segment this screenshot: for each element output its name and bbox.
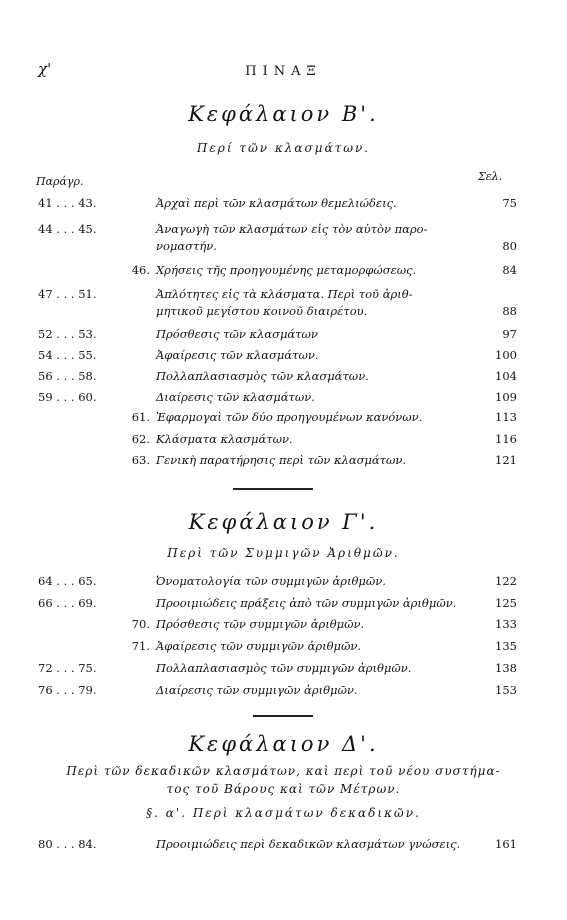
section-heading: §. α'. Περὶ κλασμάτων δεκαδικῶν.: [146, 806, 421, 820]
toc-row-range: 52 . . . 53.: [38, 327, 97, 341]
toc-row-page: 161: [495, 837, 517, 851]
toc-row-range: 76 . . . 79.: [38, 683, 97, 697]
chapter-c-subtitle: Περὶ τῶν Συμμιγῶν Ἀριθμῶν.: [167, 546, 400, 560]
toc-row-range: 66 . . . 69.: [38, 596, 97, 610]
toc-row-range: 64 . . . 65.: [38, 574, 97, 588]
toc-row-text: Ἐφαρμογαὶ τῶν δύο προηγουμένων κανόνων.: [156, 410, 423, 424]
toc-row-range: 44 . . . 45.: [38, 222, 97, 236]
toc-row-range: 63.: [131, 453, 150, 467]
toc-row-page: 138: [495, 661, 517, 675]
chapter-b-subtitle: Περί τῶν κλασμάτων.: [196, 141, 371, 155]
toc-row-text: Ἀπλότητες εἰς τὰ κλάσματα. Περὶ τοῦ ἀριθ-: [156, 287, 413, 301]
toc-row-text-continued: νομαστήν.: [156, 239, 217, 253]
toc-row-page: 84: [502, 263, 517, 277]
toc-row-text: Προοιμιώδεις πράξεις ἀπὸ τῶν συμμιγῶν ἀριθμῶν.: [156, 596, 457, 610]
toc-row-page: 153: [495, 683, 517, 697]
toc-row-text: Γενικὴ παρατήρησις περὶ τῶν κλασμάτων.: [156, 453, 407, 467]
toc-row-text: Χρήσεις τῆς προηγουμένης μεταμορφώσεως.: [156, 263, 417, 277]
toc-row-page: 109: [495, 390, 517, 404]
toc-row-page: 75: [502, 196, 517, 210]
toc-row-text: Πρόσθεσις τῶν κλασμάτων: [156, 327, 318, 341]
toc-row-page: 104: [495, 369, 517, 383]
toc-row-page: 97: [502, 327, 517, 341]
section-divider: [233, 488, 313, 490]
toc-row-range: 80 . . . 84.: [38, 837, 97, 851]
toc-row-text: Προοιμιώδεις περὶ δεκαδικῶν κλασμάτων γνώσεις.: [156, 837, 461, 851]
section-divider: [253, 715, 313, 717]
toc-row-range: 71.: [131, 639, 150, 653]
toc-row-range: 47 . . . 51.: [38, 287, 97, 301]
toc-row-page: 100: [495, 348, 517, 362]
toc-row-range: 59 . . . 60.: [38, 390, 97, 404]
toc-row-page: 113: [495, 410, 517, 424]
toc-row-page: 133: [495, 617, 517, 631]
toc-row-range: 62.: [131, 432, 150, 446]
toc-row-text: Ἀρχαὶ περὶ τῶν κλασμάτων θεμελιώδεις.: [156, 196, 397, 210]
toc-row-range: 54 . . . 55.: [38, 348, 97, 362]
toc-row-page: 122: [495, 574, 517, 588]
toc-row-page: 121: [495, 453, 517, 467]
page-number: χ': [38, 60, 52, 78]
toc-row-page: 88: [502, 304, 517, 318]
chapter-d-subtitle-line2: τος τοῦ Βάρους καὶ τῶν Μέτρων.: [166, 782, 401, 796]
chapter-b-title: Κεφάλαιον Β'.: [188, 102, 379, 126]
toc-row-range: 41 . . . 43.: [38, 196, 97, 210]
toc-row-page: 80: [502, 239, 517, 253]
toc-row-range: 61.: [131, 410, 150, 424]
toc-row-text: Διαίρεσις τῶν κλασμάτων.: [156, 390, 315, 404]
toc-row-text: Κλάσματα κλασμάτων.: [156, 432, 293, 446]
toc-row-text: Πολλαπλασιασμὸς τῶν συμμιγῶν ἀριθμῶν.: [156, 661, 412, 675]
toc-row-page: 135: [495, 639, 517, 653]
toc-row-page: 125: [495, 596, 517, 610]
running-title: ΠΙΝΑΞ: [245, 64, 322, 79]
column-header-paragraphs: Παράγρ.: [36, 175, 84, 188]
column-header-pages: Σελ.: [478, 170, 503, 183]
chapter-d-subtitle-line1: Περὶ τῶν δεκαδικῶν κλασμάτων, καὶ περὶ τοῦ νέου συστήμα-: [66, 764, 501, 778]
toc-row-text: Ἀναγωγὴ τῶν κλασμάτων εἰς τὸν αὐτὸν παρο-: [156, 222, 428, 236]
toc-row-text: Ὀνοματολογία τῶν συμμιγῶν ἀριθμῶν.: [156, 574, 386, 588]
toc-row-text: Ἀφαίρεσις τῶν κλασμάτων.: [156, 348, 319, 362]
toc-row-range: 56 . . . 58.: [38, 369, 97, 383]
toc-row-text: Πολλαπλασιασμὸς τῶν κλασμάτων.: [156, 369, 369, 383]
toc-row-range: 72 . . . 75.: [38, 661, 97, 675]
toc-row-range: 70.: [131, 617, 150, 631]
chapter-c-title: Κεφάλαιον Γ'.: [188, 510, 379, 534]
toc-row-text: Διαίρεσις τῶν συμμιγῶν ἀριθμῶν.: [156, 683, 358, 697]
toc-row-text-continued: μητικοῦ μεγίστου κοινοῦ διαιρέτου.: [156, 304, 368, 318]
chapter-d-title: Κεφάλαιον Δ'.: [188, 732, 379, 756]
toc-row-text: Πρόσθεσις τῶν συμμιγῶν ἀριθμῶν.: [156, 617, 365, 631]
toc-row-text: Ἀφαίρεσις τῶν συμμιγῶν ἀριθμῶν.: [156, 639, 362, 653]
toc-row-page: 116: [495, 432, 517, 446]
toc-row-range: 46.: [131, 263, 150, 277]
